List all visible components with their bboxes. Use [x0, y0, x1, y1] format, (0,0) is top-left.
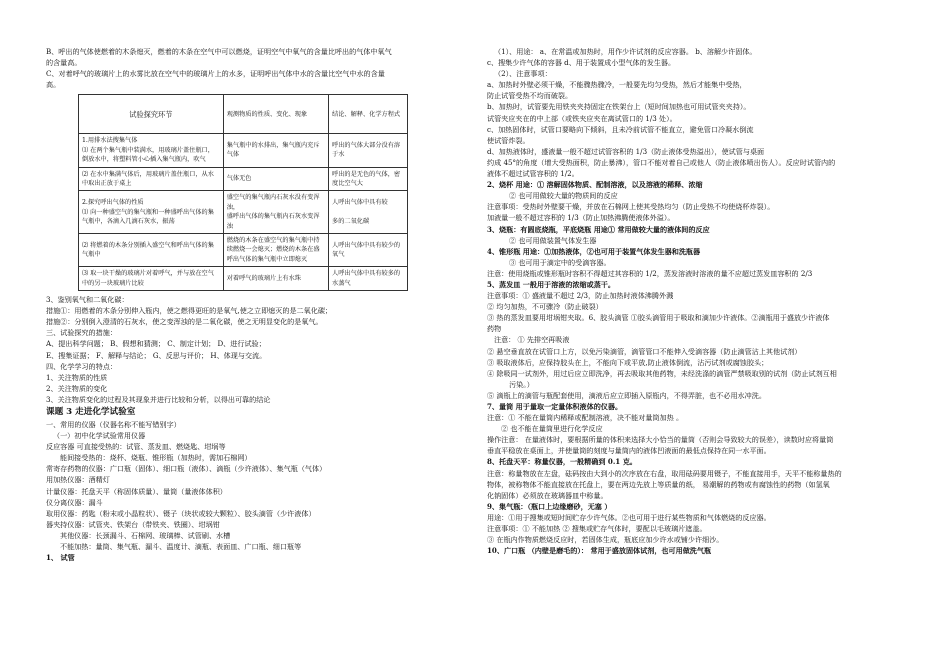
table-cell: 人呼出气体中具有较多的水蒸气 — [329, 267, 408, 291]
text-line: 三、试验探究的措施： — [46, 328, 117, 338]
left-column — [46, 46, 458, 563]
table-cell: 集气瓶中的水排出，集气瓶内充斥气体 — [223, 134, 328, 167]
text-line: 高。 — [46, 80, 61, 90]
text-line: 注意：称量物放在左盘，砝码按由大到小的次序放在右盘，取用砝码要用镊子，不能直接用手，天平不能称量热的 — [487, 468, 842, 478]
text-line: 加液量一般不超过容积的 1/3（防止加热沸腾使液体外溢）。 — [487, 213, 675, 223]
text-line: 不能加热：量筒、集气瓶、漏斗、温度计、滴瓶、表面皿、广口瓶、细口瓶等 — [60, 542, 302, 552]
table-row — [79, 191, 408, 234]
text-line: 防止试管受热不均而破裂。 — [487, 91, 573, 101]
text-line: 取用仪器：药匙（粉末或小晶粒状）、镊子（块状或较大颗粒）、胶头滴管（少许液体） — [46, 508, 316, 518]
text-line: 污染。） — [509, 379, 534, 389]
text-line: 3、关注物质变化的过程及其现象并进行比较和分析，以得出可靠的结论 — [46, 394, 271, 404]
table-row — [79, 167, 408, 191]
text-line: 药物 — [487, 324, 502, 334]
table-cell: ⑵ 将燃着的木条分别插入盛空气和呼出气体的集气瓶中 — [79, 234, 224, 267]
table-header: 结论、解释、化学方程式 — [329, 95, 408, 134]
table-cell: 盛空气的集气瓶内石灰水没有变浑浊， 盛呼出气体的集气瓶内石灰水变浑浊 — [223, 191, 328, 234]
table-row — [79, 134, 408, 167]
section-heading: 2、烧杯 用途：① 溶解固体物质、配制溶液，以及溶液的稀释、浓缩 — [487, 180, 703, 190]
text-line: （2）、注意事项： — [494, 69, 552, 79]
table-cell: ⑶ 取一块干燥的玻璃片对着呼气，并与放在空气中的另一块玻璃片比较 — [79, 267, 224, 291]
text-line: 操作注意： 在量液体时，要根据所量的体积来选择大小恰当的量筒（否则会导致较大的误差），读数时应将量筒 — [487, 435, 834, 445]
text-line: （一）初中化学试验常用仪器 — [53, 431, 146, 441]
table-cell: ⑵ 在水中集满气体后，用玻璃片盖住瓶口，从水中取出正放于桌上 — [79, 167, 224, 191]
text-line: ④ 除吸同一试剂外，用过后应立即洗净，再去吸取其他药物，未经洗涤的滴管严禁吸取别的试剂（防止试剂互相 — [487, 368, 837, 378]
text-line: 反应容器 可直接受热的：试管、蒸发皿、燃烧匙、坩埚等 — [46, 442, 226, 452]
text-line: a、加热时外壁必须干燥，不能骤热骤冷，一般要先均匀受热，然后才能集中受热， — [487, 80, 747, 90]
text-line: 用途：①用于搜集或短时间贮存少许气体。②也可用于进行某些物质和气体燃烧的反应器。 — [487, 512, 771, 522]
text-line: ② 也不能在量筒里进行化学反应 — [501, 424, 603, 434]
text-line: A、提出科学问题； B、假想和猜测； C、制定计划； D、进行试验； — [46, 339, 266, 349]
text-line: d、加热液体时，盛液量一般不超过试管容积的 1/3（防止液体受热溢出），使试管与桌面 — [487, 146, 765, 156]
table-cell: 呼出的是无色的气体，密度比空气大 — [329, 167, 408, 191]
text-line: 3、鉴别氧气和二氧化碳： — [46, 295, 129, 305]
table-cell: 2.探究呼出气体的性质 ⑴ 向一种盛空气的集气瓶和一种盛呼出气体的集气瓶中，各滴入几滴石灰水，振荡 — [79, 191, 224, 234]
text-line: 垂直平稳放在桌面上，并使量筒的刻度与量筒内的液体凹液面的最低点保持在同一水平面。 — [487, 446, 771, 456]
section-heading: 10、广口瓶 （内壁是磨毛的）： 常用于盛放固体试剂，也可用做洗气瓶 — [487, 546, 712, 556]
text-line: 一、常用的仪器（仪器名称不能写错别字） — [46, 420, 181, 429]
text-line: c、加热固体时，试管口要略向下倾斜，且未冷前试管不能直立，避免管口冷凝水倒流 — [487, 124, 754, 134]
table-header-row — [79, 95, 408, 134]
table-cell: 对着呼气的玻璃片上有水珠 — [223, 267, 328, 291]
text-line: ③ 热的蒸发皿要用坩埚钳夹取。6、胶头滴管 ①胶头滴管用于吸取和滴加少许液体。②滴瓶用于盛放少许液体 — [487, 313, 830, 323]
text-line: ② 悬空垂直放在试管口上方，以免污染滴管，滴管管口不能伸入受滴容器（防止滴管沾上其他试剂） — [487, 346, 802, 356]
table-header: 试验探究环节 — [79, 95, 224, 134]
table-row — [79, 267, 408, 291]
table-cell: 人呼出气体中具有较少的氧气 — [329, 234, 408, 267]
text-line: 器夹持仪器：试管夹、铁架台（带铁夹、铁圈）、坩埚钳 — [46, 519, 220, 529]
section-heading: 5、蒸发皿 一般用于溶液的浓缩或蒸干。 — [487, 279, 615, 289]
text-line: 仪分离仪器：漏斗 — [46, 497, 103, 507]
text-line: 注意： ① 先排空再吸液 — [494, 335, 570, 345]
text-line: ③ 在瓶内作物质燃烧反应时，若固体生成，瓶底应加少许水或铺少许细沙。 — [487, 535, 724, 545]
text-line: 注意：① 不能在量筒内稀释或配制溶液，决不能对量筒加热 。 — [487, 413, 684, 423]
section-heading: 8、托盘天平：称量仪器，一般精确到 0.1 克。 — [487, 457, 637, 467]
text-line: 注意事项：受热时外壁要干燥，并放在石棉网上使其受热均匀（防止受热不均使烧杯炸裂）。 — [487, 202, 775, 212]
top-paragraph — [46, 46, 458, 90]
text-line: 2、关注物质的变化 — [46, 383, 108, 393]
text-line: 措施②：分别倒入澄清的石灰水，使之变浑浊的是二氧化碳，使之无明显变化的是氧气。 — [46, 317, 323, 327]
text-line: 常寄存药物的仪器：广口瓶（固体）、细口瓶（液体）、滴瓶（少许液体）、集气瓶（气体） — [46, 464, 327, 474]
text-line: 注意：使用烧瓶或锥形瓶时容积不得超过其容积的 1/2，蒸发溶液时溶液的量不应超过蒸发皿容积的 2/3 — [487, 268, 813, 278]
experiment-table — [78, 94, 408, 291]
text-line: 注意事项：① 盛液量不超过 2/3，防止加热时液体沸腾外溅 — [487, 291, 674, 301]
text-line: 物体，被称物体不能直接放在托盘上，要在两边先放上等质量的纸， 易潮解的药物或有腐蚀性的药物（如氢氧 — [487, 479, 830, 489]
text-line: ② 均匀加热，不可骤冷（防止破裂） — [487, 302, 603, 312]
text-line: 使试管炸裂。 — [487, 135, 530, 145]
text-line: E、搜集证据； F、解释与结论； G、反思与评价； H、体现与交流。 — [46, 350, 267, 360]
text-line: 约成 45°的角度（增大受热面积，防止暴沸），管口不能对着自己或他人（防止液体喷出伤人）。反应时试管内的 — [487, 157, 836, 167]
text-line: 四、化学学习的特点： — [46, 361, 117, 371]
text-line: c、搜集少许气体的容器 d、用于装置成小型气体的发生器。 — [487, 58, 676, 68]
section-heading: 9、集气瓶：（瓶口上边缘磨砂，无塞 ） — [487, 501, 612, 511]
text-line: 化钠固体）必须放在玻璃器皿中称量。 — [487, 490, 608, 500]
table-cell: 气体无色 — [223, 167, 328, 191]
text-line: 1、关注物质的性质 — [46, 372, 108, 382]
text-line: 能间接受热的：烧杯、烧瓶、锥形瓶（加热时，需加石棉网） — [60, 453, 252, 463]
table-cell: 1.用排水法搜集气体 ⑴ 在两个集气瓶中装满水，用玻璃片盖住瓶口，倒放水中，将塑料管小心插入集气瓶内，吹气 — [79, 134, 224, 167]
text-line: C、对着呼气的玻璃片上的水雾比放在空气中的玻璃片上的水多，证明呼出气体中水的含量比空气中水的含量 — [46, 69, 385, 79]
section-heading: 4、锥形瓶 用途：①加热液体，②也可用于装置气体发生器和洗瓶器 — [487, 246, 701, 256]
text-line: 用加热仪器：酒精灯 — [46, 475, 110, 485]
table-cell: 燃烧的木条在盛空气的集气瓶中持续燃烧一会熄灭；燃烧的木条在盛呼出气体的集气瓶中立即熄灭 — [223, 234, 328, 267]
text-line: 试管夹应夹在的中上部（或铁夹应夹在离试管口的 1/3 处）。 — [487, 113, 677, 123]
text-line: ⑤ 滴瓶上的滴管与瓶配套使用，滴液后应立即插入原瓶内，不得弄脏，也不必用水冲洗。 — [487, 390, 766, 400]
text-line: 其他仪器：长颈漏斗、石棉网、玻璃棒、试管刷、水槽 — [60, 530, 231, 540]
text-line: 的含量高。 — [46, 58, 82, 68]
section-heading: 7、量筒 用于量取一定量体积液体的仪器。 — [487, 402, 623, 411]
right-column — [487, 46, 905, 556]
section-heading: 3、烧瓶：有圆底烧瓶，平底烧瓶 用途① 常用做较大量的液体间的反应 — [487, 224, 710, 234]
section-heading: 1、 试管 — [46, 553, 75, 563]
table-row — [79, 234, 408, 267]
text-line: B、呼出的气体使燃着的木条熄灭，燃着的木条在空气中可以燃烧，证明空气中氧气的含量比呼出的气体中氧气 — [46, 47, 392, 56]
text-line: （1）、用途： a、在常温或加热时，用作少许试剂的反应容器。 b、溶解少许固体。 — [494, 47, 757, 56]
table-header: 观测物质的性质、变化、现象 — [223, 95, 328, 134]
table-cell: 呼出的气体大部分没有溶于水 — [329, 134, 408, 167]
lesson-section — [46, 419, 458, 563]
text-line: ② 也可用做装置气体发生器 — [509, 235, 597, 245]
text-line: ② 也可用做较大量的物质间的反应 — [509, 191, 618, 201]
text-line: 计量仪器：托盘天平（称固体质量）、量筒（量液体体积） — [46, 486, 227, 496]
lesson-title: 课题 3 走进化学试验室 — [46, 407, 136, 417]
after-table-section — [46, 294, 458, 405]
text-line: ③ 也可用于滴定中的受滴容器。 — [509, 257, 611, 267]
text-line: 措施①：用燃着的木条分别伸入瓶内，使之燃得更旺的是氧气,使之立即熄灭的是二氧化碳； — [46, 306, 333, 316]
text-line: ③ 吸取液体后，应保持胶头在上，不能向下或平放,防止液体倒流，沾污试剂或腐蚀胶头； — [487, 357, 769, 367]
text-line: b、加热时，试管要先用铁夹夹持固定在铁架台上（短时间加热也可用试管夹夹持）。 — [487, 102, 751, 112]
text-line: 注意事项：① 不能加热 ② 搜集或贮存气体时，要配以毛玻璃片遮盖。 — [487, 524, 707, 534]
table-cell: 人呼出气体中具有较 多的二氧化碳 — [329, 191, 408, 234]
table-body — [79, 134, 408, 291]
text-line: 液体不超过试管容积的 1/2。 — [487, 169, 579, 179]
